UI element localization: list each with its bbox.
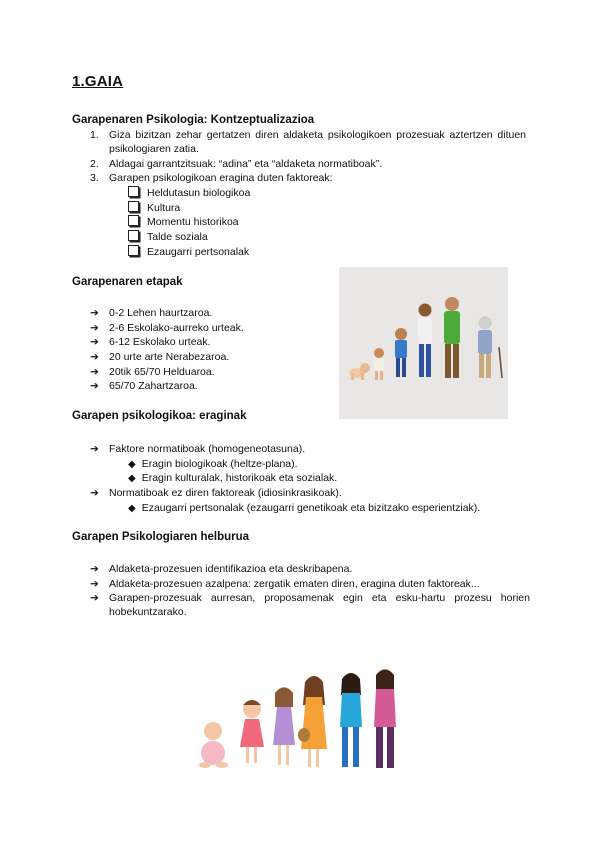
diamond-bullet-icon: ◆ [128, 473, 136, 484]
arrow-icon: ➔ [90, 443, 99, 455]
arrow-icon: ➔ [90, 336, 99, 348]
arrow-icon: ➔ [90, 380, 99, 392]
heading-stages: Garapenaren etapak [72, 276, 183, 288]
goal-text: Garapen-prozesuak aurresan, proposamenak egin eta esku-hartu prozesu horien hobekuntzarako. [109, 592, 530, 618]
arrow-icon: ➔ [90, 307, 99, 319]
factor-text: Ezaugarri pertsonalak [147, 246, 250, 258]
arrow-icon: ➔ [90, 322, 99, 334]
influence-item [90, 442, 530, 456]
checkbox-bullet-icon [128, 201, 139, 212]
goal-item [90, 591, 530, 619]
young-woman-figure [340, 673, 362, 767]
numbered-item [90, 157, 526, 171]
arrow-icon: ➔ [90, 487, 99, 499]
item-number: 1. [90, 129, 99, 141]
factor-text: Momentu historikoa [147, 216, 239, 228]
woman-figure [374, 669, 396, 768]
factor-text: Heldutasun biologikoa [147, 187, 251, 199]
checkbox-bullet-icon [128, 245, 139, 256]
goal-item [90, 562, 530, 576]
stage-text: 20tik 65/70 Helduaroa. [109, 366, 215, 378]
stage-text: 0-2 Lehen haurtzaroa. [109, 307, 213, 319]
subitem-text: Eragin kulturalak, historikoak eta sozialak. [141, 472, 338, 484]
goal-text: Aldaketa-prozesuen identifikazioa eta deskribapena. [109, 563, 353, 575]
numbered-item [90, 128, 526, 156]
item-number: 2. [90, 158, 99, 170]
factor-item [128, 245, 249, 259]
arrow-icon: ➔ [90, 351, 99, 363]
diamond-bullet-icon: ◆ [128, 503, 136, 514]
stage-text: 65/70 Zahartzaroa. [109, 380, 198, 392]
factor-text: Kultura [147, 202, 181, 214]
teen-girl-figure [298, 676, 327, 767]
toddler-girl-figure [240, 700, 264, 763]
factor-item [128, 230, 208, 244]
checkbox-bullet-icon [128, 186, 139, 197]
page-title: 1.GAIA [72, 73, 124, 90]
factor-text: Talde soziala [147, 231, 208, 243]
stage-text: 6-12 Eskolako urteak. [109, 336, 211, 348]
influence-subitem [128, 501, 480, 516]
baby-girl-figure [199, 722, 228, 768]
item-text: Aldagai garrantzitsuak: “adina” eta “aldaketa normatiboak”. [109, 158, 383, 170]
item-text: Giza bizitzan zehar gertatzen diren aldaketa psikologikoen prozesuak aztertzen dituen psikologiaren zatia. [109, 129, 526, 155]
influence-subitem [128, 457, 298, 472]
subitem-text: Eragin biologikoak (heltze-plana). [141, 458, 298, 470]
arrow-icon: ➔ [90, 366, 99, 378]
factor-item [128, 215, 239, 229]
heading-goal: Garapen Psikologiaren helburua [72, 531, 250, 543]
girls-growth-illustration [195, 665, 405, 775]
checkbox-bullet-icon [128, 215, 139, 226]
arrow-icon: ➔ [90, 578, 99, 590]
goal-item [90, 577, 530, 591]
numbered-item [90, 171, 526, 185]
arrow-icon: ➔ [90, 563, 99, 575]
goal-text: Aldaketa-prozesuen azalpena: zergatik ematen diren, eragina duten faktoreak... [109, 578, 480, 590]
diamond-bullet-icon: ◆ [128, 459, 136, 470]
item-number: 3. [90, 172, 99, 184]
influence-text: Normatiboak ez diren faktoreak (idiosinkrasikoak). [109, 487, 342, 499]
item-text: Garapen psikologikoan eragina duten faktoreak: [109, 172, 333, 184]
checkbox-bullet-icon [128, 230, 139, 241]
factor-item [128, 186, 250, 200]
stage-text: 2-6 Eskolako-aurreko urteak. [109, 322, 244, 334]
heading-influences: Garapen psikologikoa: eraginak [72, 410, 247, 422]
influence-item [90, 486, 530, 500]
subitem-text: Ezaugarri pertsonalak (ezaugarri genetikoak eta bizitzako esperientziak). [141, 502, 481, 514]
child-girl-figure [273, 687, 295, 765]
stage-text: 20 urte arte Nerabezaroa. [109, 351, 230, 363]
influence-text: Faktore normatiboak (homogeneotasuna). [109, 443, 306, 455]
influence-subitem [128, 471, 337, 486]
human-development-illustration [339, 267, 508, 419]
arrow-icon: ➔ [90, 592, 99, 604]
factor-item [128, 201, 180, 215]
heading-conceptualization: Garapenaren Psikologia: Kontzeptualizazioa [72, 114, 315, 126]
